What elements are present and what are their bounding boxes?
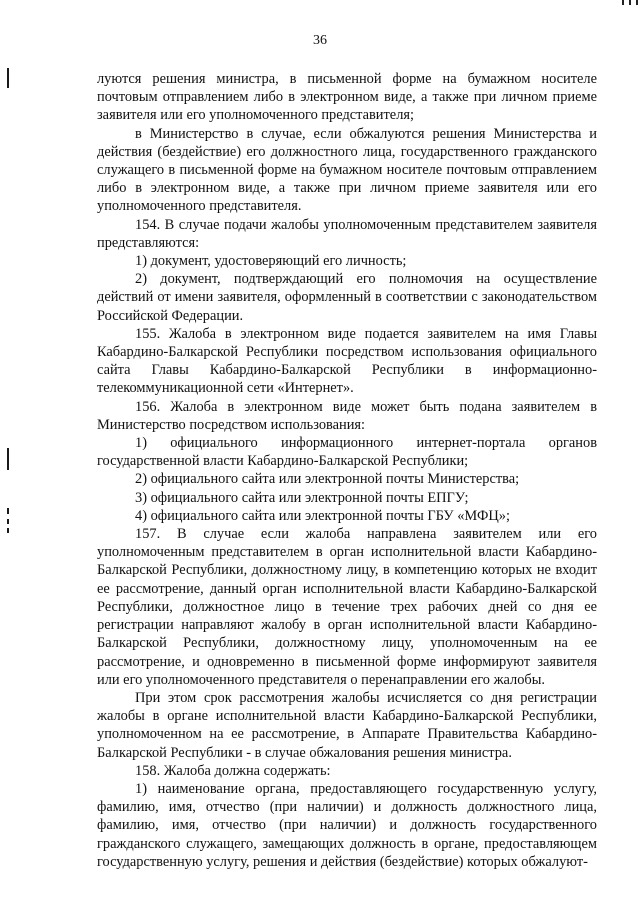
scan-corner-mark xyxy=(618,0,640,6)
paragraph: 157. В случае если жалоба направлена заявителем или его уполномоченным представителем в орган исполнительной власти Кабардино-Балкарской Республики, должностному лицу, в компетенцию которых не входит ее рассмотрение, данный орган исполнительной власти Кабардино-Балкарской Республики, должностное лицо в течение трех рабочих дней со дня ее регистрации направляют жалобу в орган исполнительной власти Кабардино-Балкарской Республики, должностному лицу, уполномоченным на ее рассмотрение, и одновременно в письменной форме информируют заявителя или его уполномоченного представителя о перенаправлении его жалобы. xyxy=(97,526,597,688)
binding-mark xyxy=(7,68,9,88)
paragraph: 156. Жалоба в электронном виде может быть подана заявителем в Министерство посредством использования: xyxy=(97,398,597,433)
paragraph: При этом срок рассмотрения жалобы исчисляется со дня регистрации жалобы в органе исполнительной власти Кабардино-Балкарской Республики, уполномоченном на ее рассмотрение, в Аппарате Правительства Кабардино-Балкарской Республики - в случае обжалования решения министра. xyxy=(97,689,597,761)
binding-mark xyxy=(7,448,9,470)
paragraph: 1) наименование органа, предоставляющего государственную услугу, фамилию, имя, отчество (при наличии) и должность должностного лица, фамилию, имя, отчество (при наличии) и должность государственного гражданского служащего, замещающих должность в органе, предоставляющем государственную услугу, решения и действия (бездействие) которых обжалуют- xyxy=(97,780,597,870)
binding-mark xyxy=(7,508,9,514)
paragraph: в Министерство в случае, если обжалуются решения Министерства и действия (бездействие) его должностного лица, государственного гражданского служащего в письменной форме на бумажном носителе почтовым отправлением либо в электронном виде, а также при личном приеме заявителя или его уполномоченного представителя. xyxy=(97,125,597,215)
binding-mark xyxy=(7,528,9,533)
page-number: 36 xyxy=(313,33,327,48)
document-body xyxy=(97,70,597,871)
paragraph: 1) документ, удостоверяющий его личность; xyxy=(135,253,407,270)
paragraph: 2) официального сайта или электронной почты Министерства; xyxy=(135,471,520,488)
paragraph: 2) документ, подтверждающий его полномочия на осуществление действий от имени заявителя, оформленный в соответствии с законодательством Российской Федерации. xyxy=(97,271,597,324)
binding-mark xyxy=(7,519,9,524)
paragraph: 158. Жалоба должна содержать: xyxy=(135,762,331,779)
paragraph: 154. В случае подачи жалобы уполномоченным представителем заявителя представляются: xyxy=(97,216,597,251)
paragraph: 155. Жалоба в электронном виде подается заявителем на имя Главы Кабардино-Балкарской Республики посредством использования официального сайта Главы Кабардино-Балкарской Республики в информационно-телекоммуникационной сети «Интернет». xyxy=(97,325,597,397)
paragraph: 3) официального сайта или электронной почты ЕПГУ; xyxy=(135,489,469,506)
paragraph: 1) официального информационного интернет-портала органов государственной власти Кабардино-Балкарской Республики; xyxy=(97,435,597,470)
paragraph: луются решения министра, в письменной форме на бумажном носителе почтовым отправлением либо в электронном виде, а также при личном приеме заявителя или его уполномоченного представителя; xyxy=(97,71,597,124)
paragraph: 4) официального сайта или электронной почты ГБУ «МФЦ»; xyxy=(135,507,510,524)
